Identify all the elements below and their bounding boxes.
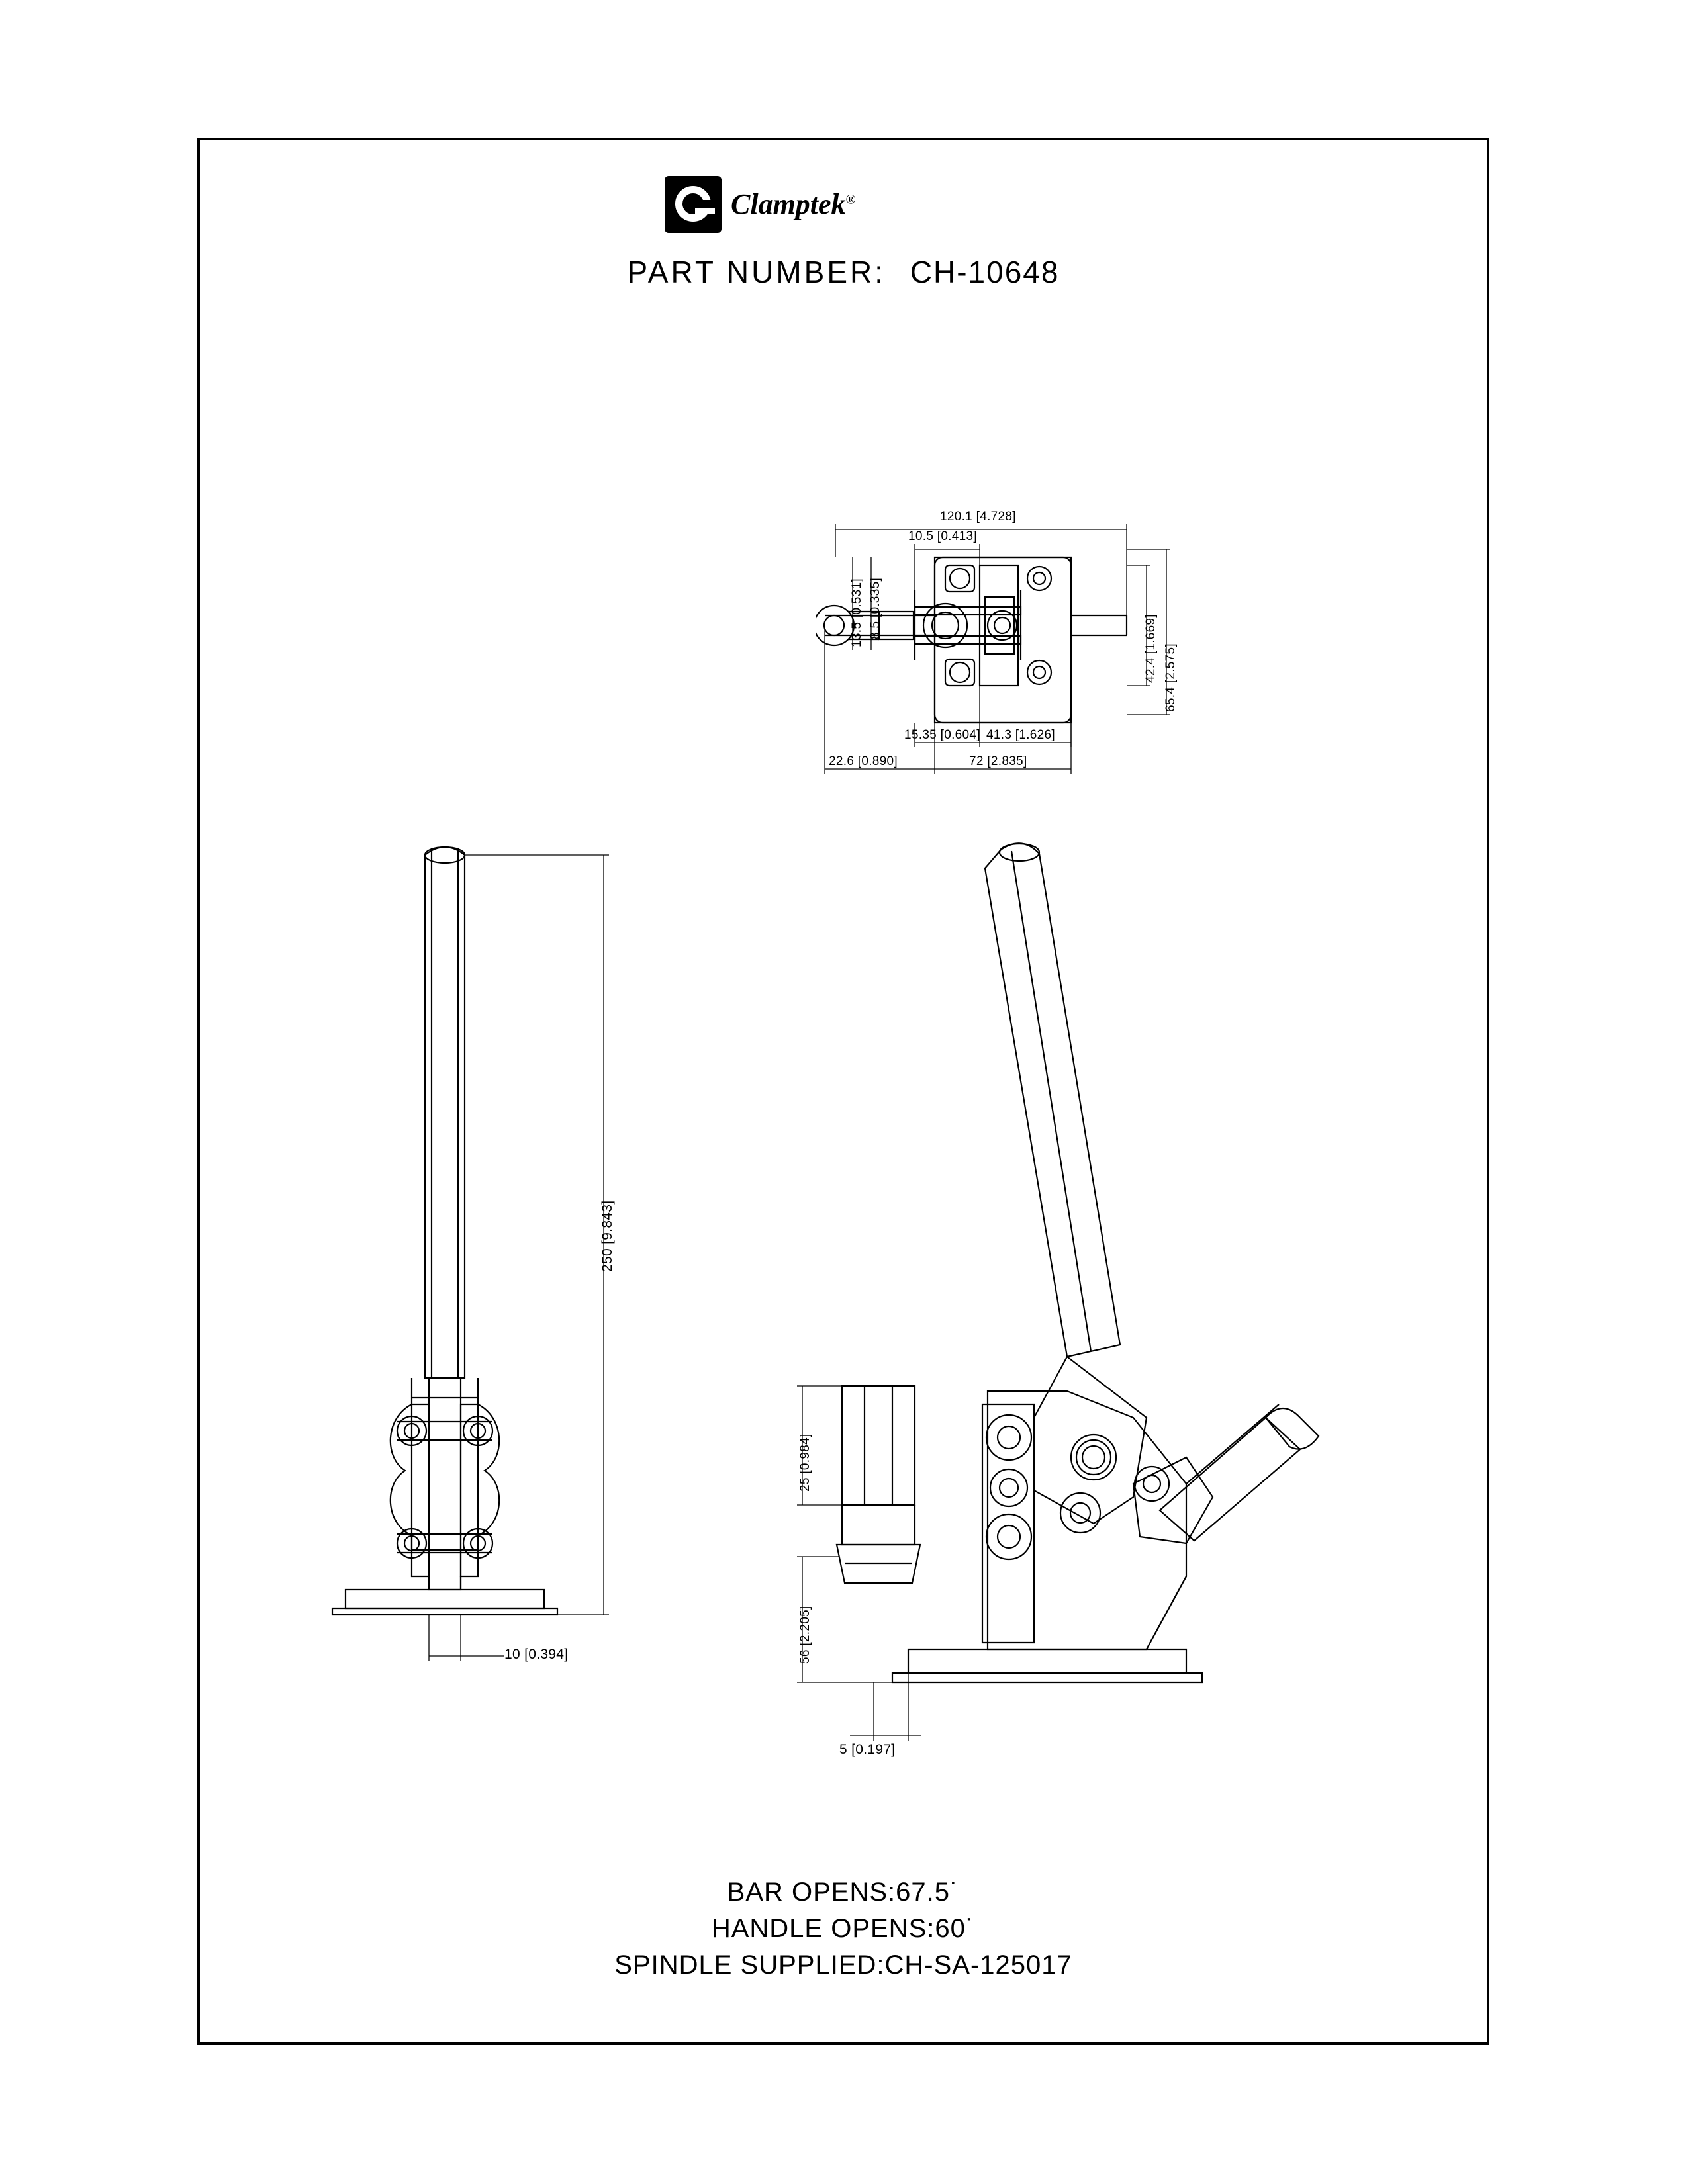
clamptek-g-logo-icon <box>665 176 722 233</box>
part-number-value: CH-10648 <box>910 255 1060 289</box>
part-number-label: PART NUMBER: <box>627 255 886 289</box>
dim-base-thickness: 10 [0.394] <box>504 1647 569 1662</box>
drawing-sheet <box>197 138 1489 2045</box>
note-bar-opens: BAR OPENS:67.5˙ <box>727 1878 960 1907</box>
dim-22-6: 22.6 [0.890] <box>829 754 898 768</box>
dim-41-3: 41.3 [1.626] <box>986 728 1055 742</box>
brand-logo <box>665 176 856 233</box>
dim-plate-thickness: 5 [0.197] <box>839 1742 896 1757</box>
dim-hole-b: 8.5 [0.335] <box>868 577 882 639</box>
dim-overall-width: 120.1 [4.728] <box>940 510 1016 523</box>
dim-base-height-inner: 42.4 [1.669] <box>1144 614 1158 683</box>
dim-base-height: 56 [2.205] <box>798 1606 812 1664</box>
side-view <box>723 822 1438 1768</box>
dim-slot-offset: 10.5 [0.413] <box>908 529 977 543</box>
dim-base-height-outer: 65.4 [2.575] <box>1164 643 1178 712</box>
top-view <box>816 510 1332 862</box>
front-view <box>306 822 716 1768</box>
page-title <box>200 254 1487 290</box>
dim-15-35: 15.35 [0.604] <box>904 728 980 742</box>
dim-hole-a: 13.5 [0.531] <box>850 578 864 647</box>
brand-name: Clamptek® <box>731 188 856 220</box>
dim-72: 72 [2.835] <box>969 754 1027 768</box>
note-handle-opens: HANDLE OPENS:60˙ <box>711 1914 976 1944</box>
drawing-notes <box>200 1874 1487 1984</box>
registered-mark: ® <box>845 192 856 207</box>
note-spindle-supplied: SPINDLE SUPPLIED:CH-SA-125017 <box>614 1950 1072 1980</box>
dim-bar-length: 250 [9.843] <box>600 1200 615 1272</box>
dim-spindle-height: 25 [0.984] <box>798 1433 812 1492</box>
